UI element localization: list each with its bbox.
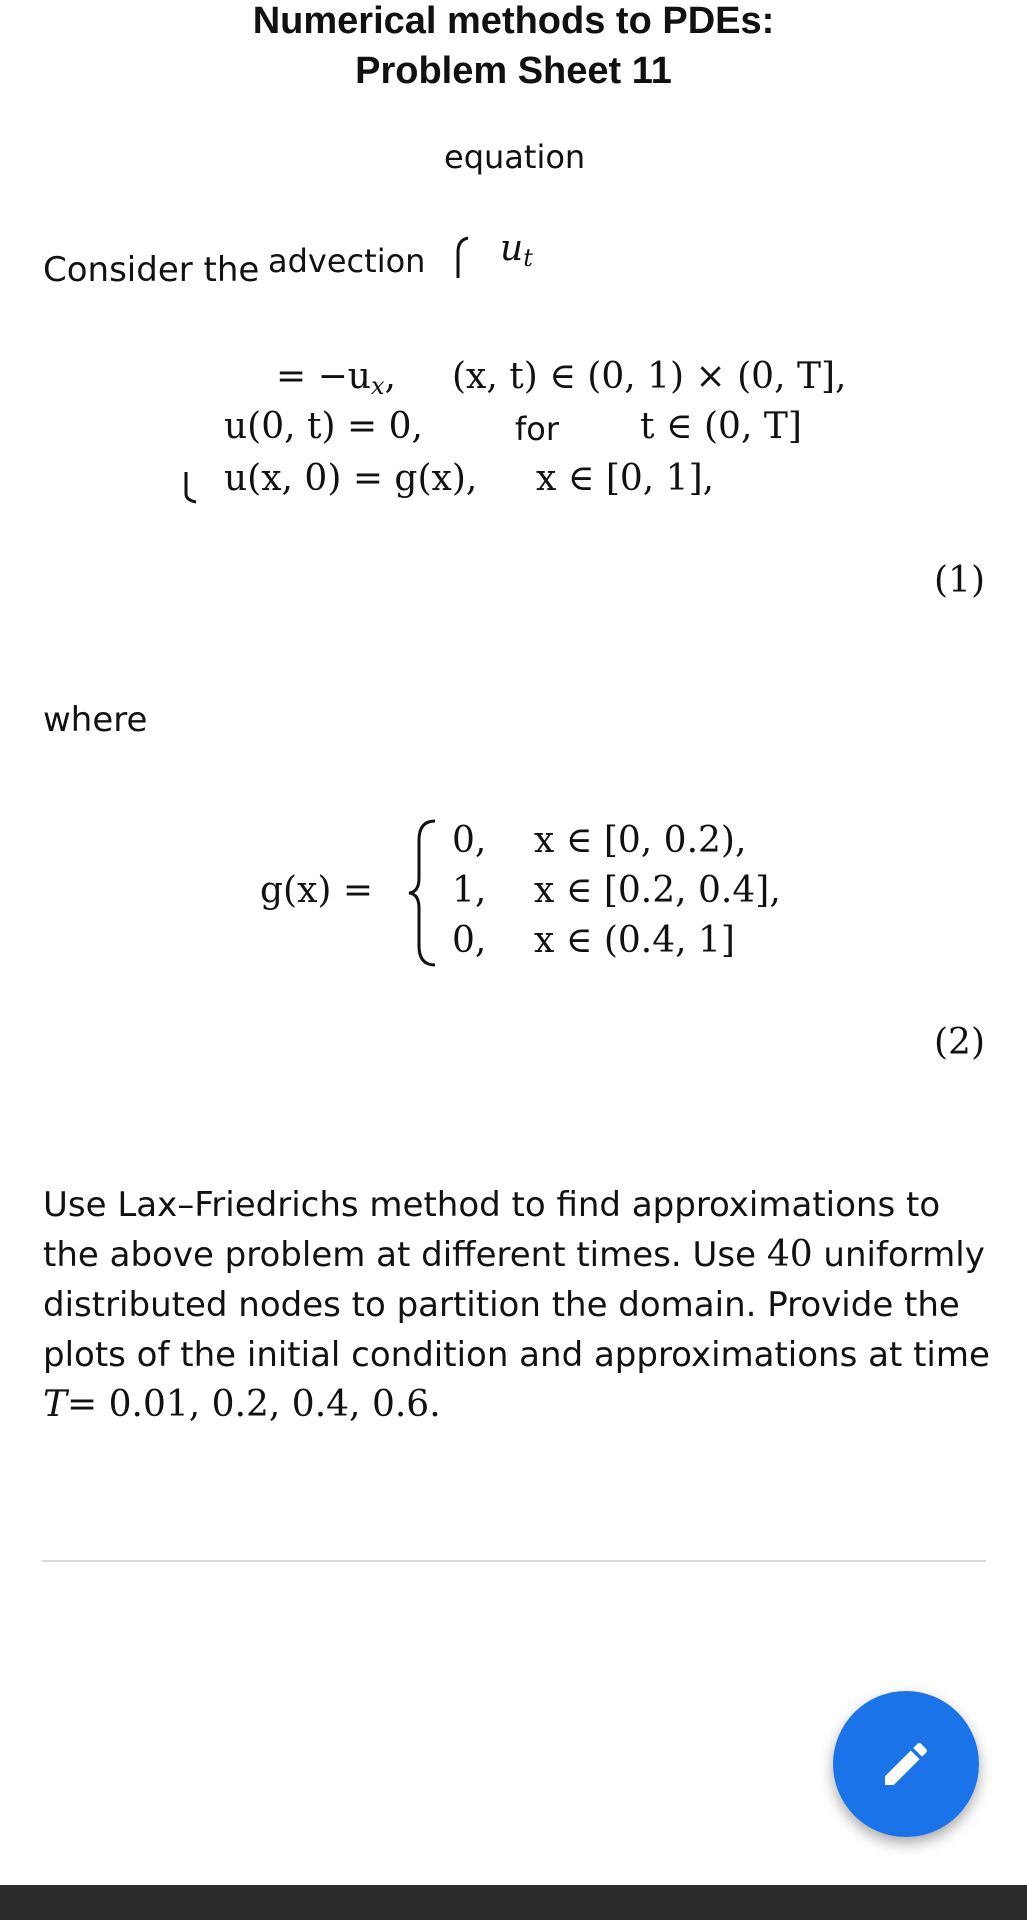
advection-text: advection [268, 242, 426, 280]
eq2-for: for [515, 410, 559, 448]
g-lhs: g(x) = [260, 870, 374, 911]
eq1-rhs: = $-u_x$, [276, 356, 396, 400]
consider-text: Consider the [43, 250, 260, 290]
task-time-var: T [43, 1384, 68, 1425]
case3-value: 0, [452, 920, 487, 961]
where-text: where [43, 700, 148, 740]
page-title-line2: Problem Sheet 11 [355, 50, 672, 92]
task-time-values: = 0.01, 0.2, 0.4, 0.6. [67, 1384, 441, 1425]
task-paragraph [43, 1180, 993, 1430]
eq2-lhs: u(0, t) = 0, [224, 406, 423, 447]
case1-domain: x ∈ [0, 0.2), [534, 820, 747, 861]
eq3-domain: x ∈ [0, 1], [536, 458, 715, 499]
task-text-part2: uniformly distributed nodes to partition the domain. Provide the plots of the initial condition and approximations at time [43, 1235, 990, 1375]
case2-domain: x ∈ [0.2, 0.4], [534, 870, 781, 911]
equation-number-1: (1) [934, 560, 985, 601]
eq3-lhs: u(x, 0) = g(x), [224, 458, 478, 499]
page-title-line1: Numerical methods to PDEs: [252, 0, 775, 42]
case2-value: 1, [452, 870, 487, 911]
ut-symbol: $u_t$ [500, 228, 533, 272]
eq2-domain: t ∈ (0, T] [640, 406, 802, 447]
brace-bottom-icon [180, 470, 200, 504]
bottom-navigation-bar [0, 1885, 1027, 1920]
edit-fab-button[interactable] [833, 1691, 979, 1837]
task-text-part1: Use Lax–Friedrichs method to find approximations to the above problem at different times. Use [43, 1185, 941, 1275]
task-nodes: 40 [766, 1234, 813, 1275]
eq1-domain: (x, t) ∈ (0, 1) × (0, T], [452, 356, 847, 397]
equation-number-2: (2) [934, 1022, 985, 1063]
case1-value: 0, [452, 820, 487, 861]
cases-brace-icon [405, 818, 439, 968]
word-equation: equation [444, 138, 586, 176]
pencil-icon [878, 1736, 934, 1792]
brace-top-icon [452, 236, 472, 280]
case3-domain: x ∈ (0.4, 1] [534, 920, 735, 961]
content-divider [42, 1560, 986, 1562]
